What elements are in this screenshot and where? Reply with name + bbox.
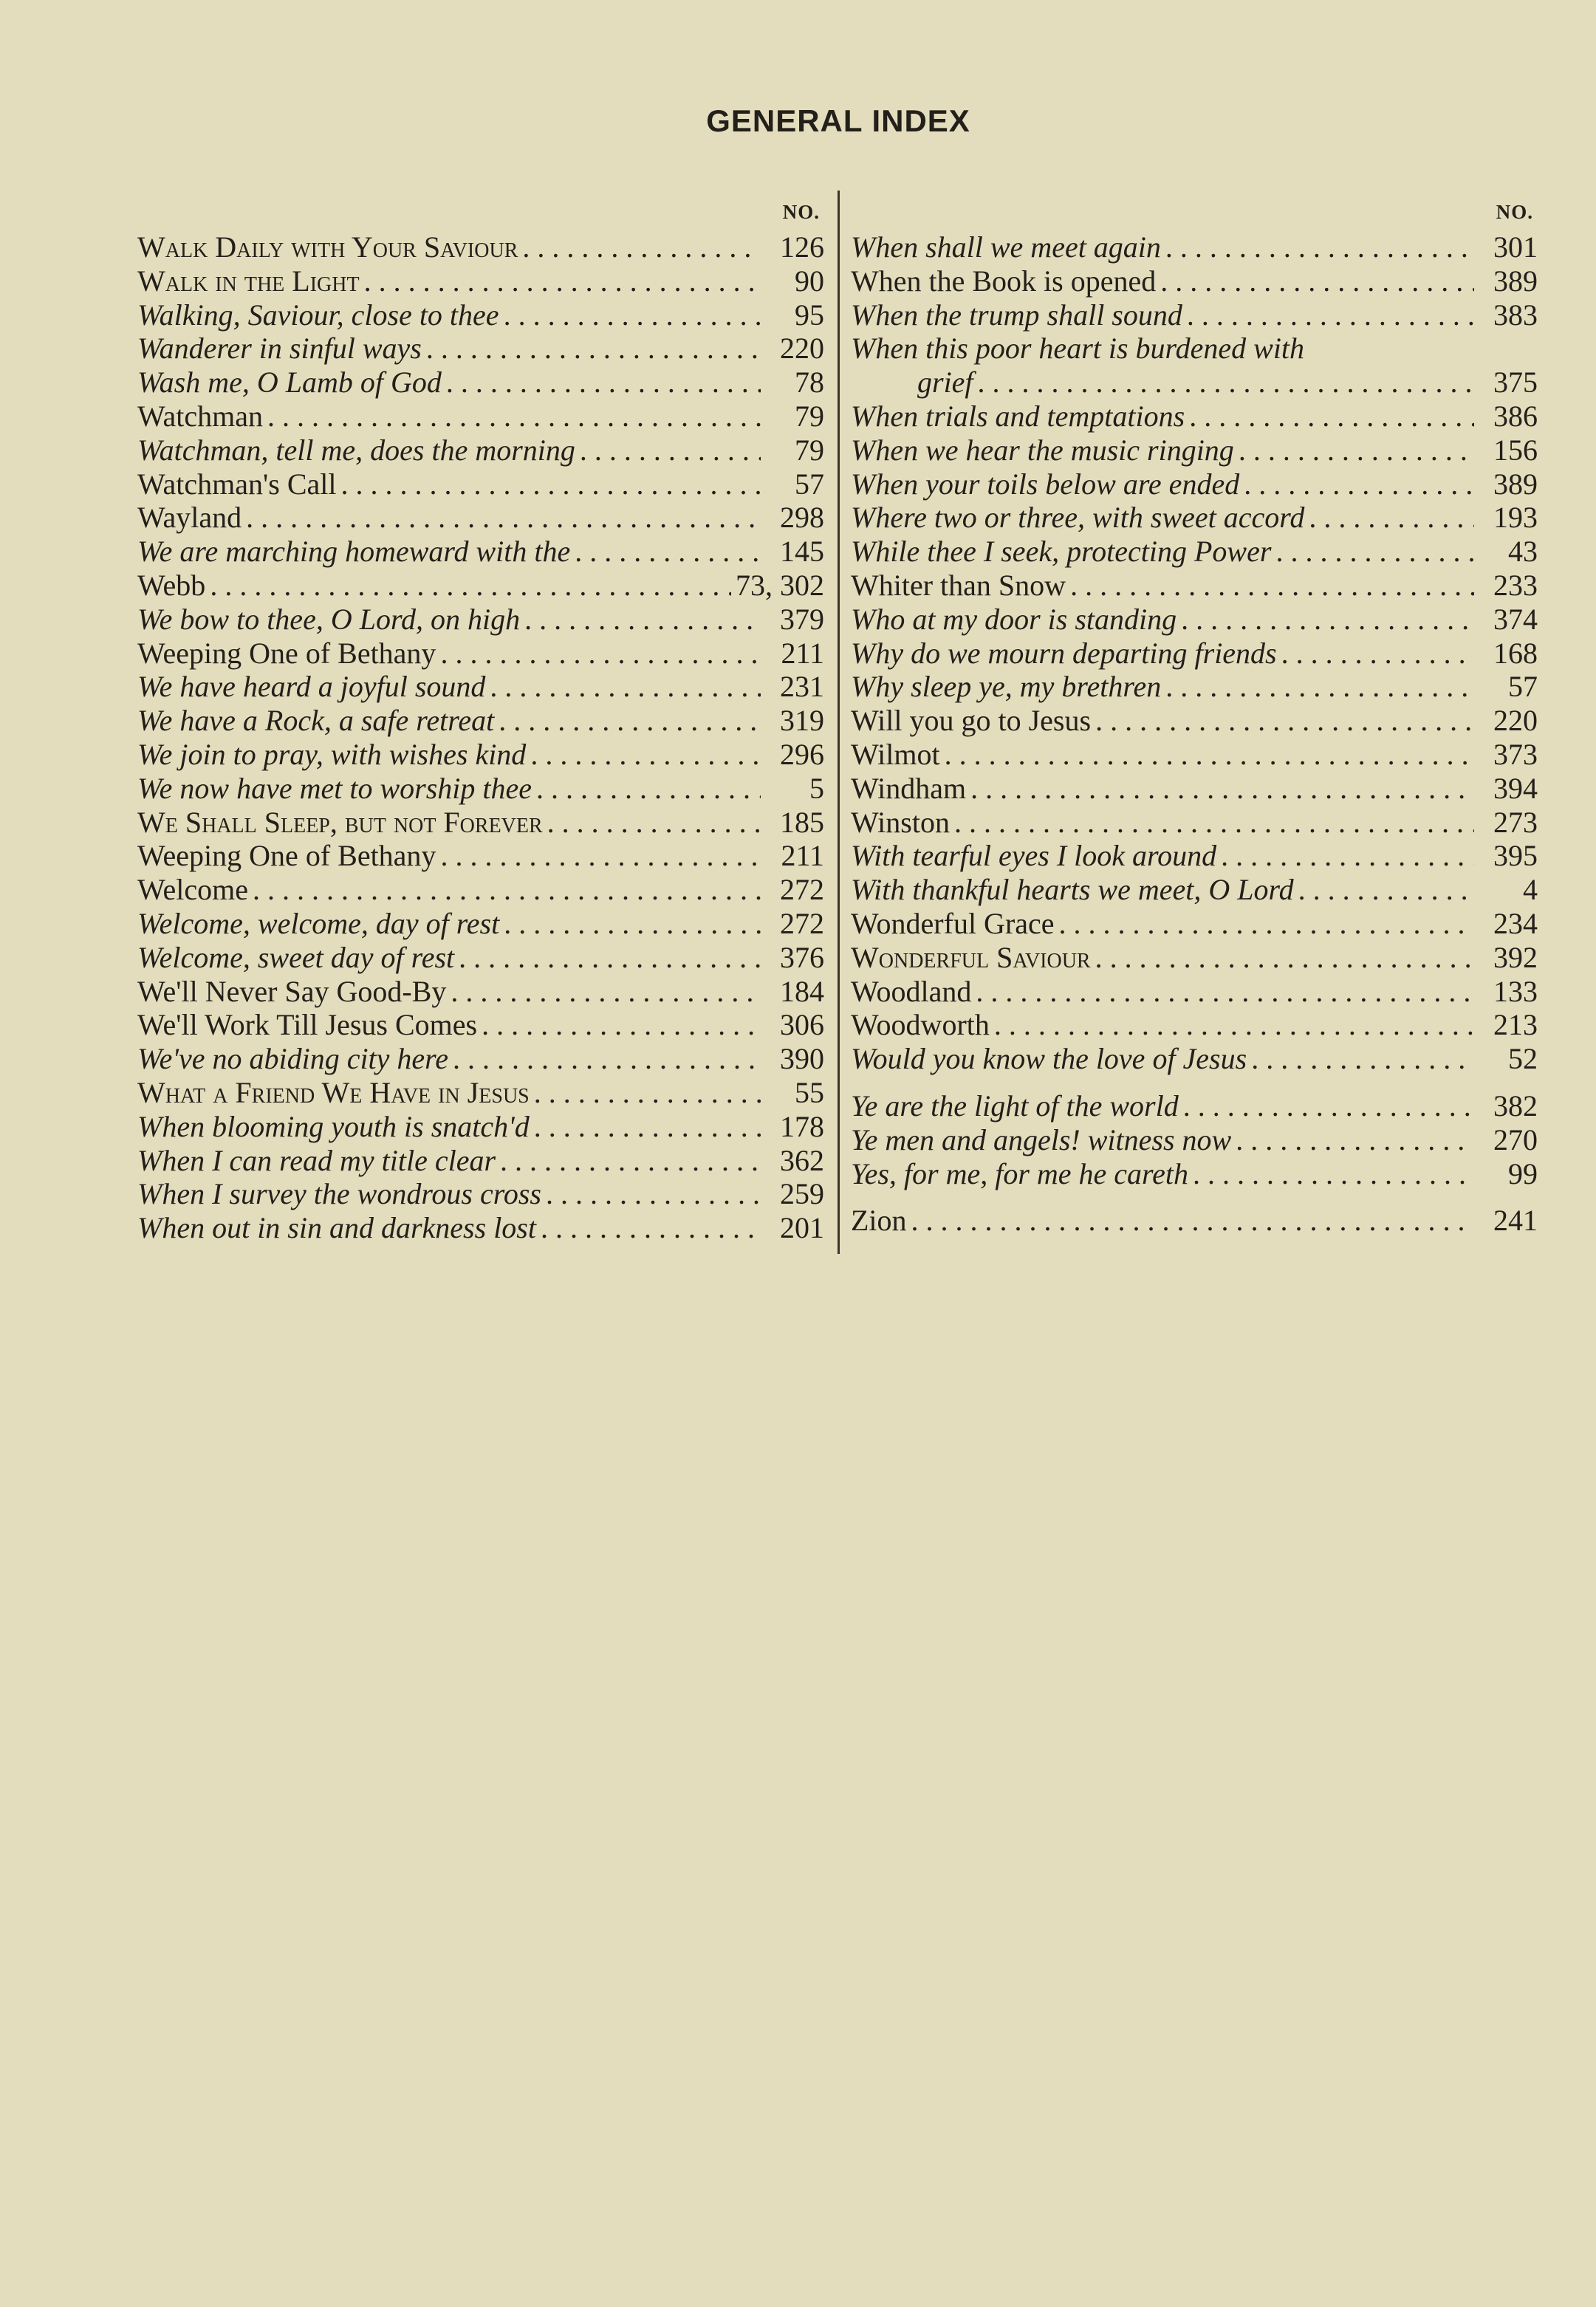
dot-leader (945, 738, 1474, 772)
dot-leader (1181, 603, 1474, 637)
entry-number: 394 (1493, 771, 1538, 805)
index-entry (851, 603, 1538, 637)
entry-number: 211 (781, 636, 824, 670)
entry-title: Welcome (137, 873, 249, 907)
dot-leader (1183, 1089, 1474, 1123)
dot-leader (1275, 535, 1474, 569)
entry-title: When I can read my title clear (137, 1143, 496, 1177)
dot-leader (1281, 637, 1474, 671)
entry-number: 319 (780, 704, 824, 738)
entry-number: 213 (1493, 1008, 1538, 1042)
entry-title: When shall we meet again (851, 230, 1161, 264)
index-entry (851, 264, 1538, 298)
entry-title: While thee I seek, protecting Power (851, 535, 1272, 569)
entry-number: 241 (1493, 1204, 1538, 1238)
index-entry (851, 569, 1538, 603)
index-entry (851, 1042, 1538, 1076)
dot-leader (246, 501, 761, 535)
index-column-right (851, 193, 1538, 1238)
dot-leader (1070, 569, 1474, 603)
entry-number: 79 (795, 399, 824, 433)
index-entry (137, 569, 824, 603)
dot-leader (340, 467, 761, 501)
dot-leader (1239, 433, 1474, 467)
entry-number: 234 (1493, 906, 1538, 940)
index-entry (137, 772, 824, 806)
dot-leader (546, 1177, 761, 1211)
index-entry (851, 433, 1538, 467)
index-entry (137, 1144, 824, 1178)
entry-number: 178 (780, 1109, 824, 1143)
entry-title: We now have met to worship thee (137, 771, 532, 805)
entry-number: 379 (780, 602, 824, 636)
index-entry (851, 704, 1538, 738)
entry-number: 374 (1493, 602, 1538, 636)
entry-title: Walking, Saviour, close to thee (137, 298, 499, 332)
entry-number: 373 (1493, 737, 1538, 771)
index-entry (137, 907, 824, 941)
entry-title: Watchman (137, 399, 264, 433)
entry-title: Welcome, welcome, day of rest (137, 906, 500, 940)
dot-leader (1160, 264, 1474, 298)
entry-number: 383 (1493, 298, 1538, 332)
entry-number: 185 (780, 805, 824, 839)
dot-leader (451, 975, 761, 1009)
entry-title: We bow to thee, O Lord, on high (137, 602, 521, 636)
dot-leader (911, 1204, 1474, 1238)
entry-title: What a Friend We Have in Jesus (137, 1075, 530, 1109)
entry-number: 298 (780, 501, 824, 535)
entry-number: 95 (795, 298, 824, 332)
entry-title: When this poor heart is burdened with (851, 332, 1305, 366)
entry-number: 301 (1493, 230, 1538, 264)
index-entry (137, 603, 824, 637)
entry-number: 79 (795, 433, 824, 467)
entry-title: Webb (137, 568, 206, 602)
index-entry (137, 400, 824, 433)
dot-leader (524, 603, 761, 637)
entry-title: Why sleep ye, my brethren (851, 670, 1162, 704)
index-entry (137, 738, 824, 772)
entry-title: Woodworth (851, 1008, 990, 1042)
entry-title: Would you know the love of Jesus (851, 1042, 1247, 1076)
dot-leader (482, 1008, 761, 1042)
index-entry (851, 1089, 1538, 1123)
entry-number: 392 (1493, 940, 1538, 974)
entry-number: 389 (1493, 467, 1538, 501)
dot-leader (440, 839, 761, 873)
entry-number: 99 (1508, 1156, 1538, 1190)
entry-title: Yes, for me, for me he careth (851, 1156, 1188, 1190)
entry-title: Wash me, O Lamb of God (137, 366, 442, 400)
entry-title: Weeping One of Bethany (137, 636, 436, 670)
entry-number: 220 (1493, 704, 1538, 738)
entry-number: 272 (780, 906, 824, 940)
entry-title: We'll Never Say Good-By (137, 974, 447, 1008)
entry-continuation-line (851, 366, 1538, 400)
number-column-header: NO. (782, 201, 820, 223)
dot-leader (534, 1076, 761, 1110)
index-entry (851, 806, 1538, 840)
entry-number: 233 (1493, 568, 1538, 602)
index-entry (137, 975, 824, 1009)
entry-title: We are marching homeward with the (137, 535, 571, 569)
dot-leader (499, 704, 761, 738)
dot-leader (446, 366, 761, 400)
entry-title: We join to pray, with wishes kind (137, 737, 527, 771)
index-entry (851, 1123, 1538, 1157)
entry-title: Walk Daily with Your Saviour (137, 230, 518, 264)
dot-leader (1095, 941, 1474, 975)
entry-number: 168 (1493, 636, 1538, 670)
entry-title: Who at my door is standing (851, 602, 1177, 636)
entry-title: Whiter than Snow (851, 568, 1066, 602)
entry-title: With thankful hearts we meet, O Lord (851, 873, 1294, 907)
group-spacer (851, 1076, 1538, 1089)
dot-leader (364, 264, 761, 298)
entry-title: When trials and temptations (851, 399, 1185, 433)
index-entry (137, 264, 824, 298)
entry-number: 193 (1493, 501, 1538, 535)
entry-title: Wonderful Saviour (851, 940, 1091, 974)
dot-leader (534, 1110, 761, 1144)
dot-leader (530, 738, 761, 772)
index-entry (137, 298, 824, 332)
dot-leader (575, 535, 761, 569)
entry-number: 55 (795, 1075, 824, 1109)
dot-leader (1244, 467, 1474, 501)
entry-title: When your toils below are ended (851, 467, 1240, 501)
index-entry (137, 941, 824, 975)
index-entry (851, 467, 1538, 501)
index-entry (851, 907, 1538, 941)
page-title: GENERAL INDEX (706, 103, 970, 138)
index-entry (137, 366, 824, 400)
entry-number: 220 (780, 332, 824, 366)
entry-title: When out in sin and darkness lost (137, 1211, 536, 1245)
entry-title: We have heard a joyful sound (137, 670, 486, 704)
entry-number: 126 (780, 230, 824, 264)
entry-title: Will you go to Jesus (851, 704, 1092, 738)
index-entry (137, 637, 824, 671)
column-divider (838, 191, 840, 1254)
number-column-header: NO. (1496, 201, 1533, 223)
dot-leader (1298, 873, 1474, 907)
entry-number: 5 (809, 771, 824, 805)
index-entry (851, 535, 1538, 569)
entry-title: When we hear the music ringing (851, 433, 1234, 467)
index-entry (137, 1211, 824, 1245)
entry-title: Wayland (137, 501, 242, 535)
entry-number: 78 (795, 366, 824, 400)
entry-title: Weeping One of Bethany (137, 839, 436, 873)
entry-title: Why do we mourn departing friends (851, 636, 1277, 670)
entry-title-continuation: grief (917, 366, 973, 400)
group-spacer (851, 1190, 1538, 1204)
entry-number: 184 (780, 974, 824, 1008)
entry-number: 43 (1508, 535, 1538, 569)
entry-number: 390 (780, 1042, 824, 1076)
dot-leader (440, 637, 761, 671)
entry-title: Windham (851, 771, 967, 805)
entry-number: 386 (1493, 399, 1538, 433)
entry-title: We've no abiding city here (137, 1042, 449, 1076)
index-entry (137, 230, 824, 264)
index-entry (851, 873, 1538, 907)
index-entry (851, 941, 1538, 975)
index-entry (137, 670, 824, 704)
dot-leader (1095, 704, 1474, 738)
entry-number: 395 (1493, 839, 1538, 873)
entry-title: When the Book is opened (851, 264, 1157, 298)
entry-title: We have a Rock, a safe retreat (137, 704, 495, 738)
entry-title: When blooming youth is snatch'd (137, 1109, 530, 1143)
dot-leader (1221, 839, 1474, 873)
entry-number: 52 (1508, 1042, 1538, 1076)
entry-title: When the trump shall sound (851, 298, 1182, 332)
index-entry (851, 501, 1538, 535)
dot-leader (1187, 298, 1474, 332)
entry-number: 90 (795, 264, 824, 298)
index-entry (137, 1110, 824, 1144)
index-entry (851, 772, 1538, 806)
entry-number: 231 (780, 670, 824, 704)
entry-number: 306 (780, 1008, 824, 1042)
dot-leader (970, 772, 1474, 806)
index-entry (851, 400, 1538, 433)
entry-title: Wonderful Grace (851, 906, 1055, 940)
index-entry (137, 873, 824, 907)
dot-leader (978, 366, 1474, 400)
entry-title: Ye men and angels! witness now (851, 1122, 1232, 1156)
index-entry (851, 1008, 1538, 1042)
index-entry (851, 975, 1538, 1009)
index-entry (137, 433, 824, 467)
entry-title: Where two or three, with sweet accord (851, 501, 1305, 535)
dot-leader (504, 298, 761, 332)
index-entry (137, 467, 824, 501)
entry-title: Woodland (851, 974, 972, 1008)
dot-leader (459, 941, 761, 975)
entry-title: Zion (851, 1204, 907, 1238)
entry-number: 156 (1493, 433, 1538, 467)
entry-number: 57 (795, 467, 824, 501)
index-entry (137, 839, 824, 873)
entry-number: 4 (1523, 873, 1538, 907)
entry-title: Wilmot (851, 737, 940, 771)
dot-leader (504, 907, 761, 941)
entry-number: 133 (1493, 974, 1538, 1008)
entry-title: Watchman, tell me, does the morning (137, 433, 575, 467)
entry-title: With tearful eyes I look around (851, 839, 1217, 873)
index-entry (851, 637, 1538, 671)
entry-number: 382 (1493, 1089, 1538, 1122)
dot-leader (536, 772, 761, 806)
entry-number: 57 (1508, 670, 1538, 704)
entry-number: 389 (1493, 264, 1538, 298)
dot-leader (1189, 400, 1474, 433)
index-entry (137, 1177, 824, 1211)
entry-title: Wanderer in sinful ways (137, 332, 422, 366)
entry-number: 259 (780, 1177, 824, 1211)
index-entry (137, 332, 824, 366)
index-column-left (137, 193, 824, 1245)
dot-leader (580, 433, 761, 467)
index-entry (851, 839, 1538, 873)
entry-number: 296 (780, 737, 824, 771)
entry-title: Watchman's Call (137, 467, 337, 501)
index-entry (137, 806, 824, 840)
entry-title: Walk in the Light (137, 264, 360, 298)
index-entry (851, 738, 1538, 772)
dot-leader (253, 873, 761, 907)
dot-leader (1165, 670, 1474, 704)
entry-number: 201 (780, 1211, 824, 1245)
entry-number: 273 (1493, 805, 1538, 839)
dot-leader (522, 230, 761, 264)
entry-title: When I survey the wondrous cross (137, 1177, 541, 1211)
dot-leader (490, 670, 761, 704)
entry-number: 375 (1493, 366, 1538, 400)
index-entry (137, 501, 824, 535)
index-entry (851, 230, 1538, 264)
dot-leader (1165, 230, 1474, 264)
entry-number: 145 (780, 535, 824, 569)
index-entry (137, 1008, 824, 1042)
entry-title: We Shall Sleep, but not Forever (137, 805, 543, 839)
entry-number: 270 (1493, 1122, 1538, 1156)
dot-leader (976, 975, 1474, 1009)
index-entry (851, 332, 1538, 400)
entry-number: 73, 302 (736, 568, 824, 602)
entry-number: 272 (780, 873, 824, 907)
entry-number: 376 (780, 940, 824, 974)
dot-leader (1059, 907, 1474, 941)
entry-title: Ye are the light of the world (851, 1089, 1179, 1122)
index-entry (851, 670, 1538, 704)
dot-leader (1236, 1123, 1474, 1157)
dot-leader (267, 400, 761, 433)
index-entry (137, 704, 824, 738)
dot-leader (1251, 1042, 1474, 1076)
dot-leader (994, 1008, 1474, 1042)
entry-number: 362 (780, 1143, 824, 1177)
dot-leader (426, 332, 761, 366)
index-entry (851, 1157, 1538, 1191)
entry-title: We'll Work Till Jesus Comes (137, 1008, 478, 1042)
dot-leader (453, 1042, 761, 1076)
index-entry (137, 1076, 824, 1110)
index-entry (851, 298, 1538, 332)
dot-leader (954, 806, 1474, 840)
index-entry (851, 1204, 1538, 1238)
dot-leader (500, 1144, 761, 1178)
dot-leader (547, 806, 761, 840)
dot-leader (541, 1211, 761, 1245)
index-entry (137, 1042, 824, 1076)
entry-title: Winston (851, 805, 950, 839)
index-entry (137, 535, 824, 569)
entry-number: 211 (781, 839, 824, 873)
dot-leader (1309, 501, 1474, 535)
dot-leader (210, 569, 731, 603)
entry-title: Welcome, sweet day of rest (137, 940, 455, 974)
dot-leader (1193, 1157, 1474, 1191)
